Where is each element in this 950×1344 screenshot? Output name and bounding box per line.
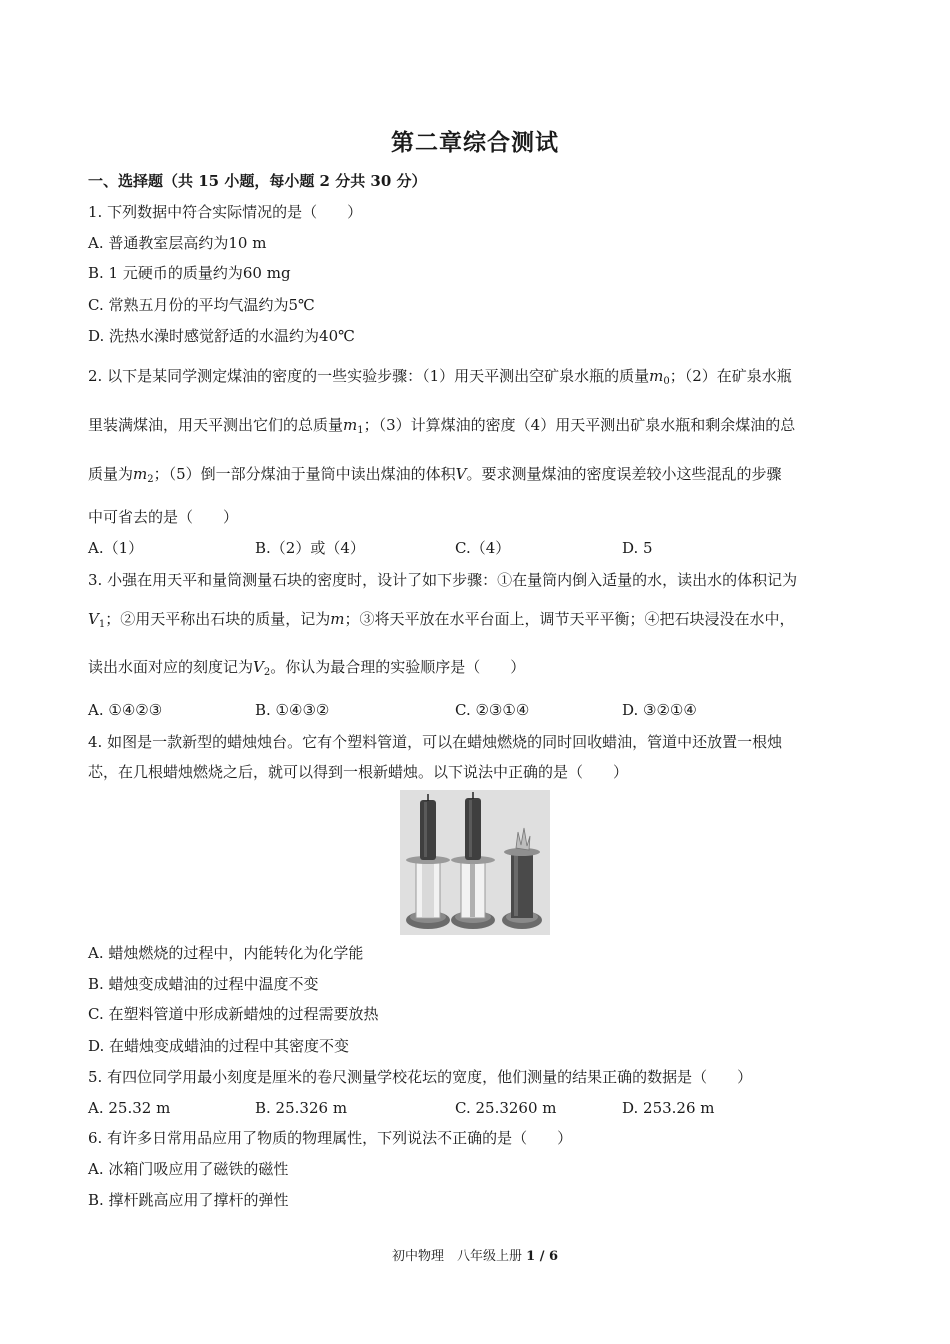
q4-line-2: 芯，在几根蜡烛燃烧之后，就可以得到一根新蜡烛。以下说法中正确的是（ ） <box>88 763 629 781</box>
q2-text: 质量为 <box>88 465 134 483</box>
q2-option-d: D. 5 <box>622 539 653 557</box>
q2-line-4: 中可省去的是（ ） <box>88 508 239 526</box>
q2-var-v: V <box>455 465 467 483</box>
q2-var-m1: $m_1$ <box>343 416 364 436</box>
q1-option-d: D. 洗热水澡时感觉舒适的水温约为40℃ <box>88 327 355 345</box>
q2-line-1 <box>88 366 792 392</box>
section-heading: 一、选择题（共 15 小题，每小题 2 分共 30 分） <box>88 172 427 190</box>
q3-line-3 <box>88 657 525 683</box>
q2-text: 里装满煤油，用天平测出它们的总质量 <box>88 416 344 434</box>
q4-line-1: 4. 如图是一款新型的蜡烛烛台。它有个塑料管道，可以在蜡烛燃烧的同时回收蜡油，管道中还放置一根烛 <box>88 733 783 751</box>
q1-option-a: A. 普通教室层高约为10 m <box>88 234 267 252</box>
q5-stem: 5. 有四位同学用最小刻度是厘米的卷尺测量学校花坛的宽度，他们测量的结果正确的数据是（ ） <box>88 1068 753 1086</box>
q4-option-a: A. 蜡烛燃烧的过程中，内能转化为化学能 <box>88 944 364 962</box>
q5-option-b: B. 25.326 m <box>255 1099 348 1117</box>
q6-option-a: A. 冰箱门吸应用了磁铁的磁性 <box>88 1160 289 1178</box>
q3-option-c: C. ②③①④ <box>455 701 530 719</box>
q2-var-m0: $m_0$ <box>649 367 670 387</box>
q4-option-b: B. 蜡烛变成蜡油的过程中温度不变 <box>88 975 319 993</box>
q2-text: 2. 以下是某同学测定煤油的密度的一些实验步骤：（1）用天平测出空矿泉水瓶的质量 <box>88 367 650 385</box>
q2-text: ；（5）倒一部分煤油于量筒中读出煤油的体积 <box>153 465 456 483</box>
q2-line-2 <box>88 415 795 441</box>
q2-text: 。要求测量煤油的密度误差较小这些混乱的步骤 <box>466 465 782 483</box>
q4-option-d: D. 在蜡烛变成蜡油的过程中其密度不变 <box>88 1037 350 1055</box>
q3-var-v1: $V_1$ <box>88 610 106 630</box>
q5-option-a: A. 25.32 m <box>88 1099 171 1117</box>
q6-stem: 6. 有许多日常用品应用了物质的物理属性，下列说法不正确的是（ ） <box>88 1129 573 1147</box>
q3-text: 读出水面对应的刻度记为 <box>88 658 254 676</box>
q2-var-m2: $m_2$ <box>133 465 154 485</box>
q2-text: ；（3）计算煤油的密度（4）用天平测出矿泉水瓶和剩余煤油的总 <box>363 416 796 434</box>
q2-option-c: C.（4） <box>455 539 511 557</box>
q1-stem: 1. 下列数据中符合实际情况的是（ ） <box>88 203 363 221</box>
q2-line-3 <box>88 464 782 490</box>
q6-option-b: B. 撑杆跳高应用了撑杆的弹性 <box>88 1191 289 1209</box>
q1-option-b: B. 1 元硬币的质量约为60 mg <box>88 264 291 282</box>
q3-text: ；②用天平称出石块的质量，记为 <box>105 610 331 628</box>
q2-text: ；（2）在矿泉水瓶 <box>669 367 792 385</box>
q3-text: ；③将天平放在水平台面上，调节天平平衡；④把石块浸没在水中， <box>344 610 795 628</box>
q3-var-v2: $V_2$ <box>253 658 271 678</box>
page-footer <box>0 1245 950 1264</box>
q3-option-d: D. ③②①④ <box>622 701 697 719</box>
q3-option-b: B. ①④③② <box>255 701 330 719</box>
q5-option-d: D. 253.26 m <box>622 1099 715 1117</box>
q4-option-c: C. 在塑料管道中形成新蜡烛的过程需要放热 <box>88 1005 379 1023</box>
footer-subject: 初中物理 八年级上册 <box>391 1249 522 1264</box>
q2-option-a: A.（1） <box>88 539 144 557</box>
q3-text: 。你认为最合理的实验顺序是（ ） <box>270 658 526 676</box>
q1-option-c: C. 常熟五月份的平均气温约为5℃ <box>88 296 315 314</box>
page-title: 第二章综合测试 <box>391 129 559 156</box>
candle-holder-photo <box>400 790 550 935</box>
page-number: 1 / 6 <box>526 1249 559 1264</box>
q3-var-m: m <box>330 610 345 628</box>
q3-option-a: A. ①④②③ <box>88 701 163 719</box>
q5-option-c: C. 25.3260 m <box>455 1099 557 1117</box>
q3-line-2 <box>88 609 794 635</box>
q3-line-1: 3. 小强在用天平和量筒测量石块的密度时，设计了如下步骤：①在量筒内倒入适量的水，读出水的体积记为 <box>88 571 798 589</box>
q2-option-b: B.（2）或（4） <box>255 539 365 557</box>
